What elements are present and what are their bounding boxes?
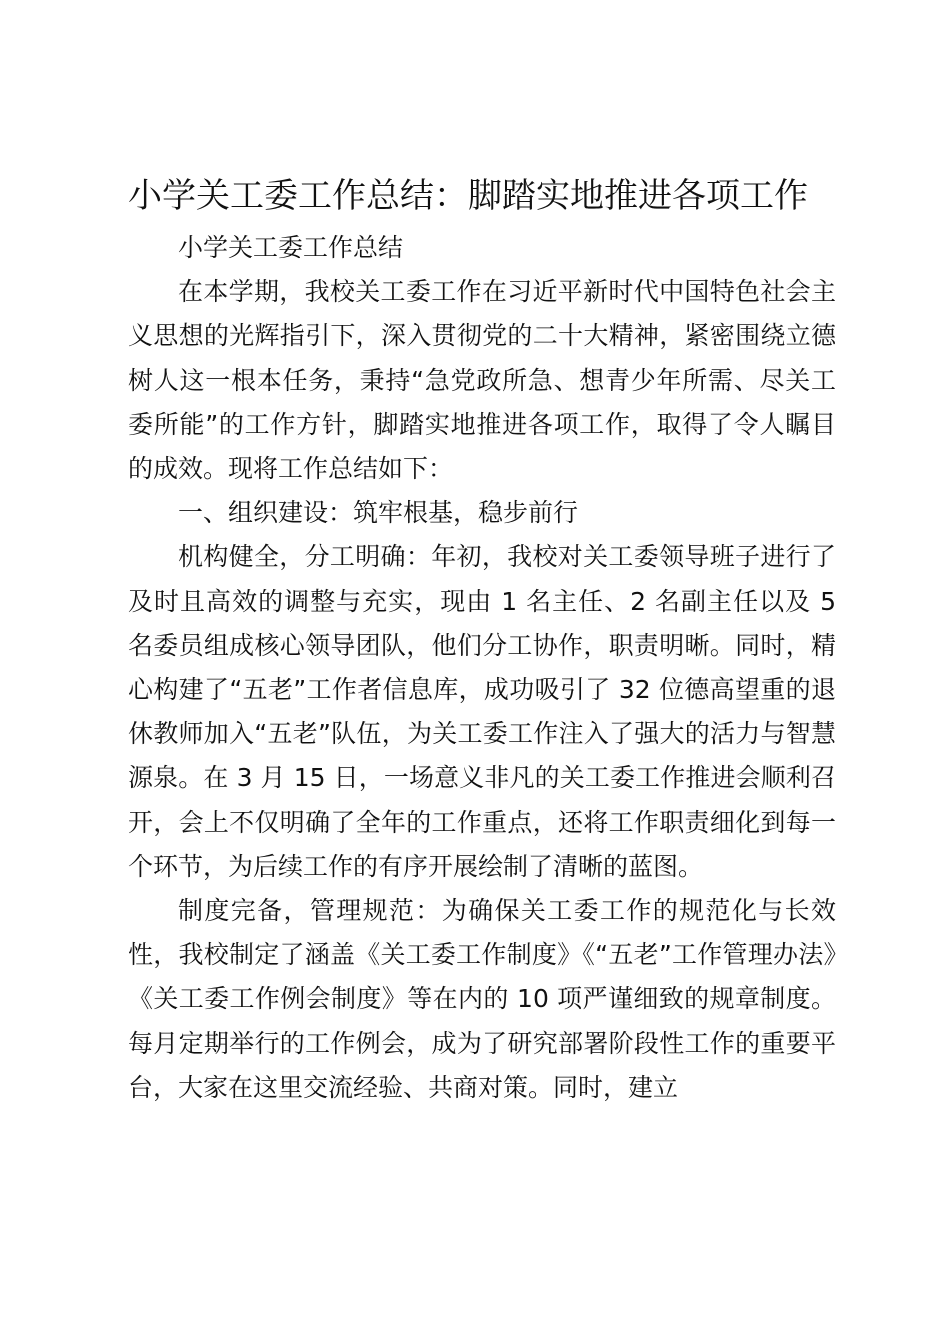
- section-heading-organization: 一、组织建设：筑牢根基，稳步前行: [178, 498, 579, 528]
- paragraph-regulations: 制度完备，管理规范：为确保关工委工作的规范化与长效性，我校制定了涵盖《关工委工作制度》《“五老”工作管理办法》《关工委工作例会制度》等在内的 10 项严谨细致的规章制度。每月定期举行的工作例会，成为了研究部署阶段性工作的重要平台，大家在这里交流经验、共商对策。同时，建立: [128, 896, 836, 1102]
- document-title: 小学关工委工作总结：脚踏实地推进各项工作: [128, 176, 808, 216]
- paragraph-structure: 机构健全，分工明确：年初，我校对关工委领导班子进行了及时且高效的调整与充实，现由 1 名主任、2 名副主任以及 5 名委员组成核心领导团队，他们分工协作，职责明晰。同时，精心构建了“五老”工作者信息库，成功吸引了 32 位德高望重的退休教师加入“五老”队伍，为关工委工作注入了强大的活力与智慧源泉。在 3 月 15 日，一场意义非凡的关工委工作推进会顺利召开，会上不仅明确了全年的工作重点，还将工作职责细化到每一个环节，为后续工作的有序开展绘制了清晰的蓝图。: [128, 542, 836, 881]
- document-subtitle: 小学关工委工作总结: [178, 233, 404, 262]
- document-body: [128, 226, 836, 1110]
- paragraph-intro: 在本学期，我校关工委工作在习近平新时代中国特色社会主义思想的光辉指引下，深入贯彻党的二十大精神，紧密围绕立德树人这一根本任务，秉持“急党政所急、想青少年所需、尽关工委所能”的工作方针，脚踏实地推进各项工作，取得了令人瞩目的成效。现将工作总结如下：: [128, 277, 836, 484]
